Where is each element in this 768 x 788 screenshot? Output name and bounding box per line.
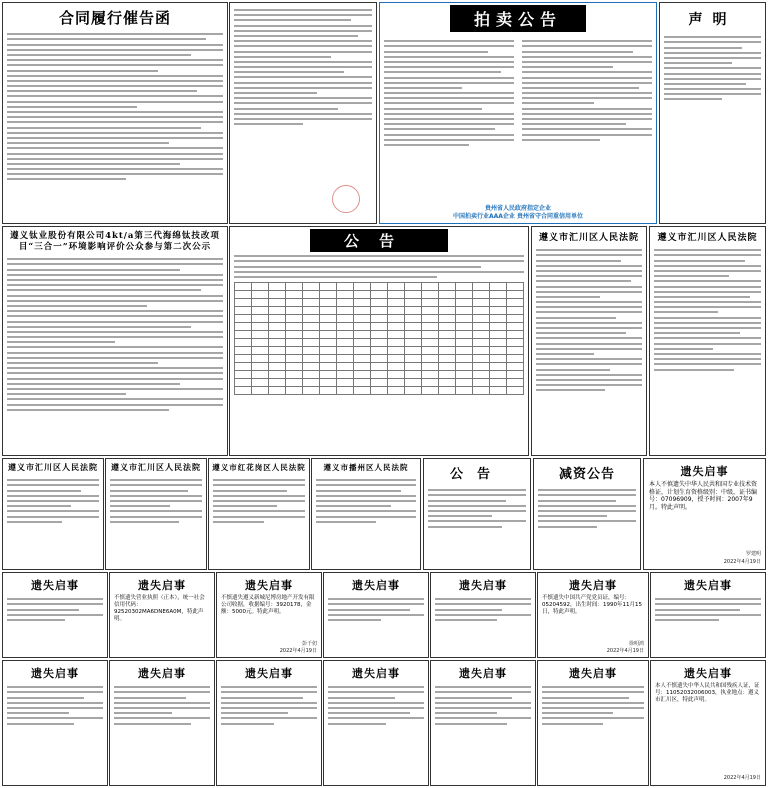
court-notice-c xyxy=(2,458,104,570)
court-notice-e-title: 遵义市红花岗区人民法院 xyxy=(212,463,306,472)
auction-notice-title: 拍卖公告 xyxy=(450,5,586,32)
court-notice-b-title: 遵义市汇川区人民法院 xyxy=(657,233,758,243)
contract-notice-continued xyxy=(229,2,377,224)
lost-notice-r3c-body xyxy=(221,686,317,724)
court-notice-b-body xyxy=(654,249,761,370)
lost-notice-r1e-body: 本人不慎遗失中华人民共和国专业技术资格证，计划生育资格级别：中级，证书编号：07096909，授予时间：2007年9月。特此声明。 xyxy=(649,481,758,511)
capital-reduction-body xyxy=(538,489,636,527)
lost-notice-r3f-body xyxy=(542,686,644,724)
lost-notice-r3b xyxy=(109,660,215,786)
bulletin-notice-2 xyxy=(423,458,531,570)
lost-notice-r3e-body xyxy=(435,686,531,724)
court-notice-c-body xyxy=(7,479,99,523)
lost-notice-r3a-title: 遗失启事 xyxy=(31,667,79,680)
environmental-notice-body xyxy=(7,258,223,410)
contract-notice-continued-body xyxy=(234,9,372,125)
court-notice-c-title: 遵义市汇川区人民法院 xyxy=(8,462,98,472)
lost-notice-r1e xyxy=(643,458,766,570)
lost-notice-r2f-date: 2022年4月19日 xyxy=(606,648,644,654)
auction-tagline: 中国拍卖行业AAA企业 贵州省守合同重信用单位 xyxy=(452,212,584,220)
lost-notice-r3d xyxy=(323,660,429,786)
lost-notice-r3e xyxy=(430,660,536,786)
lost-notice-r1e-signer: 罗建明 xyxy=(745,551,761,557)
lost-notice-r3a-body xyxy=(7,686,103,724)
lost-notice-r3e-title: 遗失启事 xyxy=(459,667,507,680)
lost-notice-r3g-title: 遗失启事 xyxy=(684,667,732,680)
lost-notice-r2f-signer: 徐明鸿 xyxy=(628,641,644,647)
lost-notice-r2f-title: 遗失启事 xyxy=(569,579,617,592)
lost-notice-r2e-body xyxy=(435,598,531,621)
auction-notice-col-1 xyxy=(384,37,514,149)
lost-notice-r3b-title: 遗失启事 xyxy=(138,667,186,680)
lost-notice-r3f xyxy=(537,660,649,786)
lost-notice-r2c-signer: 彭千仞 xyxy=(301,641,317,647)
capital-reduction-notice xyxy=(533,458,641,570)
court-notice-a xyxy=(531,226,647,456)
lost-notice-r3d-body xyxy=(328,686,424,724)
lost-notice-r2e-title: 遗失启事 xyxy=(459,579,507,592)
lost-notice-r3g-body: 本人不慎遗失中华人民共和国残疾人证，证号：11052032006003，执业地点：遵义市汇川区，特此声明。 xyxy=(655,683,760,703)
lost-notice-r2e xyxy=(430,572,536,658)
lost-notice-r2d xyxy=(323,572,429,658)
lost-notice-r2c-body: 不慎遗失遵义新城尼博房地产开发有限公司收据，收据编号：3920178，金额：5000元。特此声明。 xyxy=(221,595,315,615)
lost-notice-r2d-body xyxy=(328,598,424,621)
lost-notice-r2d-title: 遗失启事 xyxy=(352,579,400,592)
court-notice-e-body xyxy=(213,479,305,523)
lost-notice-r2f xyxy=(537,572,649,658)
court-notice-b xyxy=(649,226,766,456)
lost-notice-r1e-date: 2022年4月19日 xyxy=(723,559,761,565)
lost-notice-r3d-title: 遗失启事 xyxy=(352,667,400,680)
court-notice-d xyxy=(105,458,207,570)
lost-notice-r2a xyxy=(2,572,108,658)
lost-notice-r2a-body xyxy=(7,598,103,621)
court-notice-a-body xyxy=(536,249,642,391)
lost-notice-r1e-title: 遗失启事 xyxy=(680,465,729,478)
auction-notice-col-2 xyxy=(522,37,652,149)
lost-notice-r2c-title: 遗失启事 xyxy=(245,579,293,592)
lost-notice-r3c-title: 遗失启事 xyxy=(245,667,293,680)
court-notice-a-title: 遵义市汇川区人民法院 xyxy=(538,233,639,243)
bulletin-notice-2-title: 公告 xyxy=(449,467,504,482)
environmental-notice xyxy=(2,226,228,456)
court-notice-f-body xyxy=(316,479,416,523)
lost-notice-r2a-title: 遗失启事 xyxy=(31,579,79,592)
court-notice-f-title: 遵义市播州区人民法院 xyxy=(323,463,409,472)
bulletin-notice-2-body xyxy=(428,489,526,527)
lost-notice-r3g-date: 2022年4月19日 xyxy=(723,775,761,781)
court-notice-f xyxy=(311,458,421,570)
environmental-notice-title: 遵义钛业股份有限公司4kt/a第三代海绵钛技改项目“三合一”环境影响评价公众参与第二次公示 xyxy=(10,231,220,253)
lost-notice-r2c-date: 2022年4月19日 xyxy=(279,648,317,654)
auction-notice xyxy=(379,2,657,224)
lost-notice-r2g xyxy=(650,572,766,658)
bulletin-notice-body xyxy=(234,255,524,278)
lost-notice-r2g-body xyxy=(655,598,761,621)
court-notice-e xyxy=(208,458,310,570)
court-notice-d-title: 遵义市汇川区人民法院 xyxy=(111,462,201,472)
lost-notice-r2g-title: 遗失启事 xyxy=(684,579,732,592)
lost-notice-r3a xyxy=(2,660,108,786)
bulletin-notice-title: 公告 xyxy=(310,229,448,252)
contract-notice xyxy=(2,2,228,224)
lost-notice-r3c xyxy=(216,660,322,786)
lost-notice-r2f-body: 不慎遗失中国共产党党员证，编号：05204592，出生时间：1990年11月15日，特此声明。 xyxy=(542,595,642,615)
lost-notice-r2b-title: 遗失启事 xyxy=(138,579,186,592)
statement-notice xyxy=(659,2,766,224)
auction-company-label: 贵州省人民政府指定企业 xyxy=(484,205,551,212)
contract-notice-body xyxy=(7,33,223,180)
bulletin-table xyxy=(234,282,524,395)
lost-notice-r2b xyxy=(109,572,215,658)
bulletin-notice xyxy=(229,226,529,456)
lost-notice-r3b-body xyxy=(114,686,210,724)
statement-notice-title: 声明 xyxy=(688,12,737,28)
lost-notice-r2c xyxy=(216,572,322,658)
statement-notice-body xyxy=(664,36,761,100)
seal-stamp xyxy=(332,185,360,213)
lost-notice-r3f-title: 遗失启事 xyxy=(569,667,617,680)
lost-notice-r2b-body: 不慎遗失营业执照（正本），统一社会信用代码：92520302MA6DNE6A0M，特此声明。 xyxy=(114,595,205,622)
contract-notice-title: 合同履行催告函 xyxy=(58,9,171,27)
capital-reduction-title: 减资公告 xyxy=(558,467,615,482)
lost-notice-r3g xyxy=(650,660,766,786)
court-notice-d-body xyxy=(110,479,202,523)
